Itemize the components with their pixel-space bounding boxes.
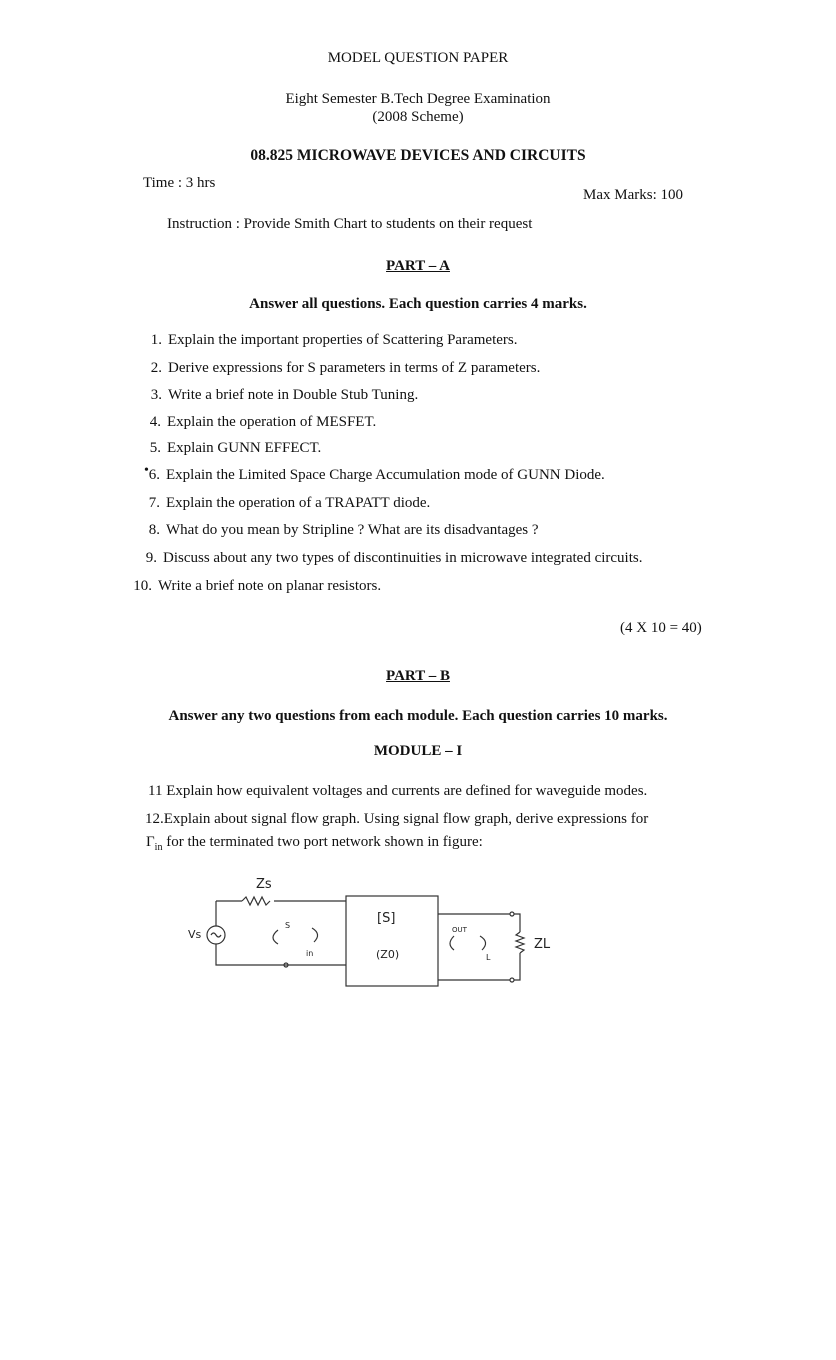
source-bottom-wire (216, 944, 346, 965)
question-7: 7. Explain the operation of a TRAPATT diode. (148, 495, 431, 511)
label-zs: Zs (256, 877, 272, 892)
two-port-box (346, 896, 438, 986)
label-gamma-l: L (486, 953, 491, 962)
exam-scheme: (2008 Scheme) (372, 109, 464, 125)
label-gamma-out: OUT (452, 926, 467, 934)
exam-name: Eight Semester B.Tech Degree Examination (285, 91, 551, 107)
zs-resistor (242, 897, 270, 905)
question-10: 10. Write a brief note on planar resistors. (133, 578, 382, 594)
gamma-in-arrow (312, 928, 318, 942)
question-6: 6. Explain the Limited Space Charge Accumulation mode of GUNN Diode. (148, 467, 605, 483)
label-zl: ZL (534, 937, 551, 952)
subject-title: 08.825 MICROWAVE DEVICES AND CIRCUITS (250, 147, 586, 164)
zl-resistor (516, 932, 524, 953)
margin-dot: • (144, 463, 149, 478)
part-b-heading: PART – B (386, 668, 450, 684)
question-3: 3. Write a brief note in Double Stub Tuning. (150, 387, 419, 403)
gamma-l-arrow (480, 936, 486, 950)
question-4: 4. Explain the operation of MESFET. (149, 414, 377, 430)
gamma-symbol: Γ (146, 834, 155, 850)
label-s-matrix: [S] (377, 911, 396, 926)
max-marks: Max Marks: 100 (583, 187, 683, 203)
gamma-out-arrow (450, 936, 454, 950)
label-z0: (Z0) (376, 948, 400, 961)
vs-tilde (211, 933, 221, 937)
gamma-subscript: in (154, 842, 163, 853)
paper-title: MODEL QUESTION PAPER (327, 50, 509, 66)
question-12-line2: $\Gamma_{in}$ for the terminated two port network shown in figure: (146, 834, 483, 853)
instruction: Instruction : Provide Smith Chart to students on their request (167, 216, 533, 232)
part-a-marks: (4 X 10 = 40) (620, 620, 702, 636)
question-1: 1. Explain the important properties of Scattering Parameters. (150, 332, 518, 348)
load-right-wire-top (514, 914, 520, 932)
terminal-out-top (510, 912, 514, 916)
question-11: 11 Explain how equivalent voltages and currents are defined for waveguide modes. (148, 783, 648, 799)
question-8: 8. What do you mean by Stripline ? What are its disadvantages ? (148, 522, 539, 538)
part-b-instruction: Answer any two questions from each module. Each question carries 10 marks. (168, 708, 668, 724)
label-gamma-in: in (306, 949, 314, 958)
terminal-out-bottom (510, 978, 514, 982)
two-port-network-figure (180, 870, 580, 992)
question-12-line1: 12.Explain about signal flow graph. Using signal flow graph, derive expressions for (145, 811, 649, 827)
question-9: 9. Discuss about any two types of discontinuities in microwave integrated circuits. (145, 550, 643, 566)
question-5: 5. Explain GUNN EFFECT. (149, 440, 322, 456)
label-vs: Vs (188, 928, 202, 941)
gamma-s-arrow (273, 930, 278, 944)
part-a-instruction: Answer all questions. Each question carries 4 marks. (249, 296, 587, 312)
question-2: 2. Derive expressions for S parameters in terms of Z parameters. (150, 360, 541, 376)
time-label: Time : 3 hrs (143, 175, 216, 191)
part-a-heading: PART – A (386, 258, 450, 274)
label-gamma-s: S (285, 921, 291, 930)
load-right-wire-bottom (514, 953, 520, 980)
module-heading: MODULE – I (373, 743, 463, 759)
